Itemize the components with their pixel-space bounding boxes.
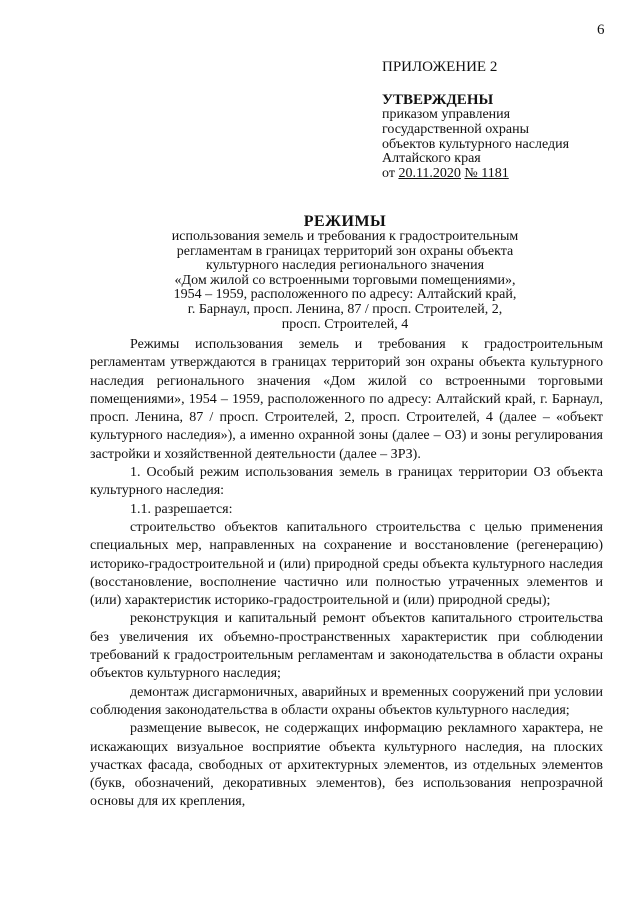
date-prefix: от (382, 166, 395, 182)
list-item-construction: строительство объектов капитального строительства с целью применения специальных мер, направленных на сохранение и восстановление (регенерацию) историко-градостроительной и (или) природной среды объекта культурного наследия (восстановление, восполнение частично или полностью утраченных элементов и (или) характеристик историко-градостроительной и (или) природной среды); (90, 519, 603, 609)
paragraph-intro: Режимы использования земель и требования к градостроительным регламентам утверждаются в границах территорий зон охраны объекта культурного наследия регионального значения «Дом жилой со встроенными торговыми помещениями», 1954 – 1959, расположенного по адресу: Алтайский край, г. Барнаул, просп. Ленина, 87 / просп. Строителей, 2, просп. Строителей, 4 (далее – «объект культурного наследия»), а именно охранной зоны (далее – ОЗ) и зоны регулирования застройки и хозяйственной деятельности (далее – ЗРЗ). (90, 337, 603, 462)
approval-line: Алтайского края (382, 151, 481, 167)
approval-line: приказом управления (382, 107, 511, 122)
order-date: 20.11.2020 (398, 166, 461, 182)
title-line: «Дом жилой со встроенными торговыми помещениями», (174, 272, 516, 288)
approval-block (382, 92, 569, 182)
approval-date-line (382, 167, 569, 182)
page-number: 6 (597, 22, 605, 38)
approval-heading: УТВЕРЖДЕНЫ (382, 92, 494, 108)
appendix-label: ПРИЛОЖЕНИЕ 2 (382, 59, 498, 75)
section-heading-1: 1. Особый режим использования земель в границах территории ОЗ объекта культурного наследия: (90, 465, 603, 499)
document-title (140, 213, 550, 332)
title-line: культурного наследия регионального значения (205, 258, 485, 274)
title-line: регламентам в границах территорий зон охраны объекта (176, 243, 514, 259)
title-line: просп. Строителей, 4 (281, 316, 409, 332)
title-line: использования земель и требования к градостроительным (171, 229, 519, 244)
order-number: № 1181 (464, 166, 509, 182)
list-item-reconstruction: реконструкция и капитальный ремонт объектов капитального строительства без увеличения их объемно-пространственных характеристик при соблюдении требований к градостроительным регламентам и законодательства в области охраны объектов культурного наследия; (90, 611, 603, 682)
list-item-dismantling: демонтаж дисгармоничных, аварийных и временных сооружений при условии соблюдения законодательства в области охраны объектов культурного наследия; (90, 684, 603, 718)
title-heading: РЕЖИМЫ (303, 213, 387, 230)
subsection-heading-1-1: 1.1. разрешается: (130, 501, 233, 517)
approval-line: объектов культурного наследия (382, 136, 570, 152)
title-line: г. Барнаул, просп. Ленина, 87 / просп. Строителей, 2, (187, 301, 503, 317)
approval-line: государственной охраны (382, 121, 530, 137)
document-body (90, 336, 603, 812)
title-line: 1954 – 1959, расположенного по адресу: Алтайский край, (173, 287, 517, 303)
list-item-signage: размещение вывесок, не содержащих информацию рекламного характера, не искажающих визуальное восприятие объекта культурного наследия, на плоских участках фасада, свободных от архитектурных элементов, из отдельных элементов (букв, обозначений, декоративных элементов), без использования непрозрачной основы для их крепления, (90, 721, 603, 810)
